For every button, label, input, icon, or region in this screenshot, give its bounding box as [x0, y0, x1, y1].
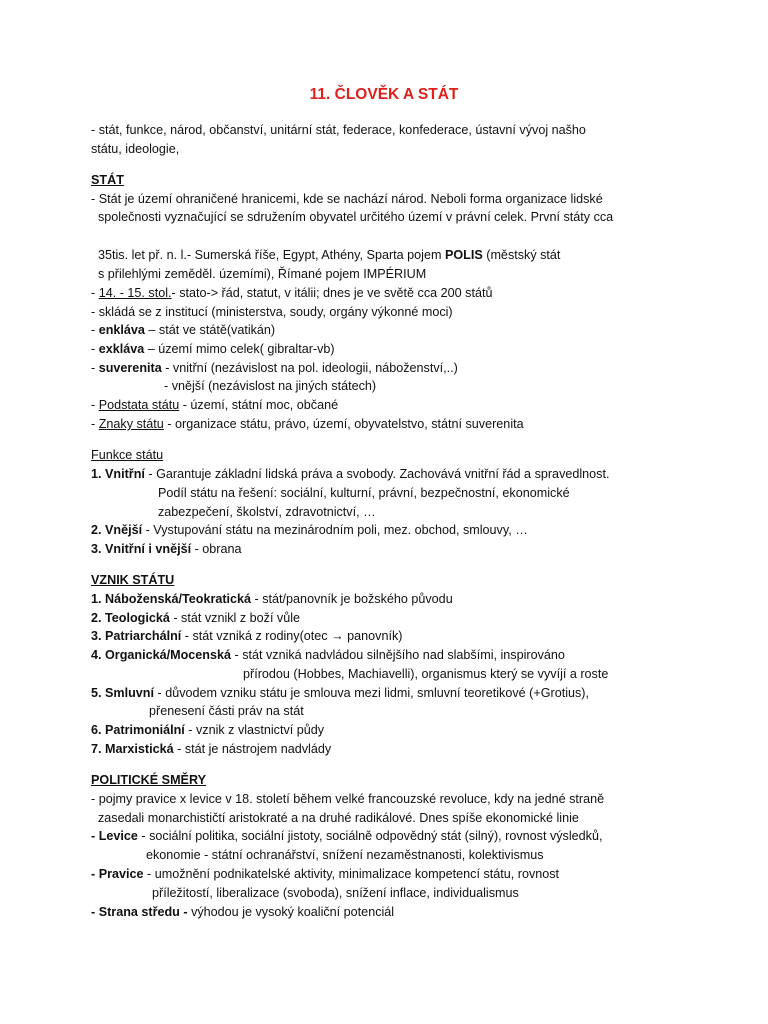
znaky-definition: - organizace státu, právo, území, obyvatelstvo, státní suverenita: [163, 417, 524, 431]
bullet: -: [91, 286, 99, 300]
exklava-term: exkláva: [98, 342, 145, 356]
pravice-term: - Pravice: [91, 867, 144, 881]
bullet: -: [91, 323, 99, 337]
stat-line-3: [98, 247, 560, 263]
funkce-line-2: Podíl státu na řešení: sociální, kulturní, právní, bezpečnostní, ekonomické: [158, 486, 570, 500]
stat-line-6: - skládá se z institucí (ministerstva, soudy, orgány výkonné moci): [91, 305, 453, 319]
page-title: 11. ČLOVĚK A STÁT: [309, 86, 459, 103]
vznik-theory-term: 1. Náboženská/Teokratická: [91, 592, 252, 606]
stat-line-3-text: 35tis. let př. n. l.- Sumerská říše, Egypt, Athény, Sparta pojem: [98, 248, 445, 262]
suverenita-internal: - vnitřní (nezávislost na pol. ideologii, náboženství,..): [161, 361, 458, 375]
bullet: -: [91, 417, 99, 431]
section-heading-vznik: VZNIK STÁTU: [91, 573, 175, 587]
vznik-theory-text: - stát vznikl z boží vůle: [169, 611, 301, 625]
stat-line-11: [91, 397, 338, 413]
century-term: 14. - 15. stol.: [98, 286, 172, 300]
smery-line-2: zasedali monarchističtí aristokraté a na druhé radikálové. Dnes spíše ekonomické linie: [98, 811, 579, 825]
vznik-line-7: [91, 741, 331, 757]
vznik-theory-term: 3. Patriarchální: [91, 629, 182, 643]
funkce-line-4: [91, 522, 528, 538]
vznik-theory-text: - stát vzniká z rodiny(otec: [181, 629, 332, 643]
intro-line-2: státu, ideologie,: [91, 142, 180, 156]
stat-line-7: [91, 322, 275, 338]
funkce-line-1: [91, 466, 609, 482]
vznik-theory-term: 5. Smluvní: [91, 686, 154, 700]
vznik-theory-term: 6. Patrimoniální: [91, 723, 185, 737]
smery-line-4-cont: příležitostí, liberalizace (svoboda), snížení inflace, individualismus: [152, 886, 519, 900]
vznik-line-1: [91, 591, 453, 607]
funkce-vnejsi-term: 2. Vnější: [91, 523, 143, 537]
vznik-theory-term: 4. Organická/Mocenská: [91, 648, 231, 662]
bullet: -: [91, 361, 99, 375]
enklava-term: enkláva: [98, 323, 145, 337]
funkce-vnitrni-term: 1. Vnitřní: [91, 467, 145, 481]
funkce-line-3: zabezpečení, školství, zdravotnictví, …: [158, 505, 376, 519]
stat-line-3-rest: (městský stát: [482, 248, 561, 262]
intro-line-1: - stát, funkce, národ, občanství, unitární stát, federace, konfederace, ústavní vývoj našho: [91, 123, 586, 137]
smery-line-4: [91, 866, 559, 882]
vznik-line-4-cont: přírodou (Hobbes, Machiavelli), organismus který se vyvíjí a roste: [243, 667, 609, 681]
vznik-line-5: [91, 685, 589, 701]
vznik-theory-text: - stát vzniká nadvládou silnějšího nad slabšími, inspirováno: [231, 648, 565, 662]
section-heading-stat: STÁT: [91, 173, 124, 187]
stat-line-1: - Stát je území ohraničené hranicemi, kde se nachází národ. Neboli forma organizace lidské: [91, 192, 603, 206]
stred-text: výhodou je vysoký koaliční potenciál: [187, 905, 395, 919]
levice-term: - Levice: [91, 829, 138, 843]
vznik-theory-text: - vznik z vlastnictví půdy: [184, 723, 325, 737]
vznik-theory-text: - důvodem vzniku státu je smlouva mezi lidmi, smluvní teoretikové (+Grotius),: [154, 686, 589, 700]
vznik-line-5-cont: přenesení části práv na stát: [149, 704, 304, 718]
vznik-line-2: [91, 610, 300, 626]
vznik-line-6: [91, 722, 324, 738]
stat-line-2: společnosti vyznačující se sdružením obyvatel určitého území v právní celek. První státy cca: [98, 210, 614, 224]
arrow-right-icon: →: [331, 629, 344, 643]
levice-text: - sociální politika, sociální jistoty, sociálně odpovědný stát (silný), rovnost výsledků,: [137, 829, 603, 843]
funkce-line-5: [91, 541, 242, 557]
pravice-text: - umožnění podnikatelské aktivity, minimalizace kompetencí státu, rovnost: [143, 867, 560, 881]
stred-term: - Strana středu -: [91, 905, 188, 919]
vznik-theory-term: 2. Teologická: [91, 611, 170, 625]
vznik-theory-text: - stát/panovník je božského původu: [251, 592, 453, 606]
polis-term: POLIS: [444, 248, 483, 262]
funkce-obe-term: 3. Vnitřní i vnější: [91, 542, 192, 556]
funkce-vnitrni-text: - Garantuje základní lidská práva a svobody. Zachovává vnitřní řád a spravedlnost.: [144, 467, 610, 481]
vznik-theory-text: - stát je nástrojem nadvlády: [173, 742, 332, 756]
stat-line-5-rest: - stato-> řád, statut, v itálii; dnes je ve světě cca 200 států: [171, 286, 493, 300]
vznik-theory-term: 7. Marxistická: [91, 742, 174, 756]
funkce-obe-text: - obrana: [191, 542, 242, 556]
funkce-vnejsi-text: - Vystupování státu na mezinárodním poli, mez. obchod, smlouvy, …: [142, 523, 528, 537]
vznik-theory-text-end: panovník): [343, 629, 403, 643]
vznik-line-4: [91, 647, 565, 663]
stat-line-4: s přilehlými zeměděl. územími), Římané pojem IMPÉRIUM: [98, 267, 427, 281]
enklava-definition: – stát ve státě(vatikán): [144, 323, 276, 337]
podstata-term: Podstata státu: [98, 398, 180, 412]
znaky-term: Znaky státu: [98, 417, 164, 431]
smery-line-3-cont: ekonomie - státní ochranářství, snížení nezaměstnanosti, kolektivismus: [146, 848, 544, 862]
smery-line-3: [91, 828, 602, 844]
section-heading-funkce: Funkce státu: [91, 448, 164, 462]
stat-line-8: [91, 341, 335, 357]
stat-line-9: [91, 360, 458, 376]
stat-line-10: - vnější (nezávislost na jiných státech): [164, 379, 377, 393]
bullet: -: [91, 398, 99, 412]
podstata-definition: - území, státní moc, občané: [179, 398, 339, 412]
bullet: -: [91, 342, 99, 356]
stat-line-12: [91, 416, 524, 432]
stat-line-5: [91, 285, 492, 301]
exklava-definition: – území mimo celek( gibraltar-vb): [144, 342, 335, 356]
suverenita-term: suverenita: [98, 361, 162, 375]
smery-line-1: - pojmy pravice x levice v 18. století během velké francouzské revoluce, kdy na jedné straně: [91, 792, 605, 806]
section-heading-smery: POLITICKÉ SMĚRY: [91, 773, 206, 787]
vznik-line-3: [91, 628, 402, 644]
smery-line-5: [91, 904, 394, 920]
